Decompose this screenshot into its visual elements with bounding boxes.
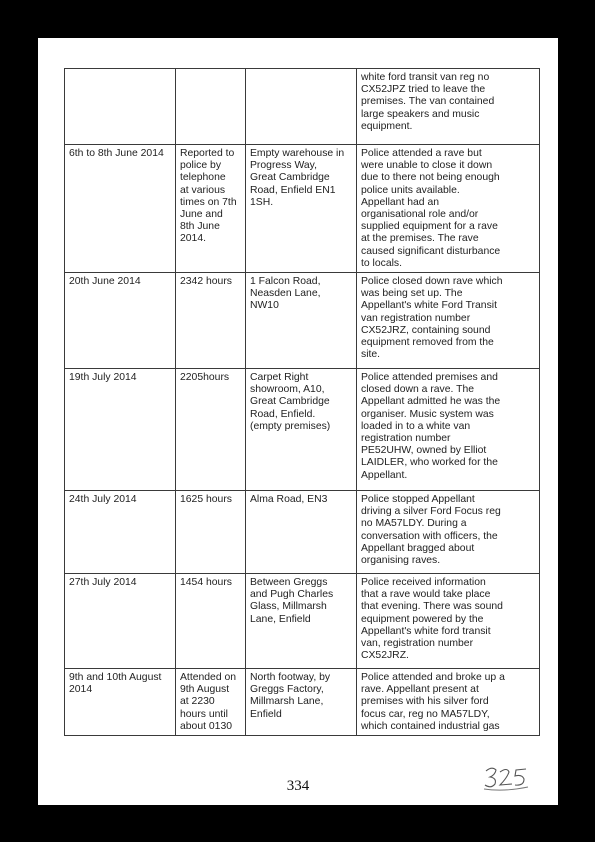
table-row [65, 273, 540, 369]
location-cell [246, 69, 357, 145]
date-cell: 20th June 2014 [65, 273, 176, 369]
table-row [65, 491, 540, 574]
details-cell: Police stopped Appellant driving a silver Ford Focus reg no MA57LDY. During a conversation with officers, the Appellant bragged about organising raves. [357, 491, 540, 574]
details-cell: Police attended premises and closed down a rave. The Appellant admitted he was the organiser. Music system was loaded in to a white van registration number PE52UHW, owned by Elliot LAIDLER, who worked for the Appellant. [357, 369, 540, 491]
date-cell: 19th July 2014 [65, 369, 176, 491]
date-cell: 27th July 2014 [65, 574, 176, 669]
table-row [65, 69, 540, 145]
incident-table [64, 68, 540, 736]
handwritten-page-mark [482, 765, 530, 793]
date-cell: 6th to 8th June 2014 [65, 145, 176, 273]
page-number: 334 [286, 778, 310, 794]
document-page [38, 38, 558, 805]
time-cell: 1454 hours [176, 574, 246, 669]
details-cell: Police attended a rave but were unable to close it down due to there not being enough police units available. Appellant had an organisational role and/or supplied equipment for a rave at the premises. The rave caused significant disturbance to locals. [357, 145, 540, 273]
date-cell [65, 69, 176, 145]
location-cell: 1 Falcon Road, Neasden Lane, NW10 [246, 273, 357, 369]
time-cell: Reported to police by telephone at various times on 7th June and 8th June 2014. [176, 145, 246, 273]
time-cell: 2342 hours [176, 273, 246, 369]
table-row [65, 669, 540, 736]
table-row [65, 574, 540, 669]
details-cell: Police received information that a rave would take place that evening. There was sound equipment powered by the Appellant's white ford transit van, registration number CX52JRZ. [357, 574, 540, 669]
date-cell: 24th July 2014 [65, 491, 176, 574]
time-cell: 2205hours [176, 369, 246, 491]
table-row [65, 145, 540, 273]
time-cell: 1625 hours [176, 491, 246, 574]
location-cell: Carpet Right showroom, A10, Great Cambridge Road, Enfield. (empty premises) [246, 369, 357, 491]
date-cell: 9th and 10th August 2014 [65, 669, 176, 736]
details-cell: white ford transit van reg no CX52JPZ tried to leave the premises. The van contained large speakers and music equipment. [357, 69, 540, 145]
location-cell: Between Greggs and Pugh Charles Glass, Millmarsh Lane, Enfield [246, 574, 357, 669]
details-cell: Police closed down rave which was being set up. The Appellant's white Ford Transit van registration number CX52JRZ, containing sound equipment removed from the site. [357, 273, 540, 369]
location-cell: Alma Road, EN3 [246, 491, 357, 574]
time-cell [176, 69, 246, 145]
time-cell: Attended on 9th August at 2230 hours until about 0130 [176, 669, 246, 736]
location-cell: North footway, by Greggs Factory, Millmarsh Lane, Enfield [246, 669, 357, 736]
table-row [65, 369, 540, 491]
location-cell: Empty warehouse in Progress Way, Great Cambridge Road, Enfield EN1 1SH. [246, 145, 357, 273]
details-cell: Police attended and broke up a rave. Appellant present at premises with his silver ford focus car, reg no MA57LDY, which contained industrial gas [357, 669, 540, 736]
